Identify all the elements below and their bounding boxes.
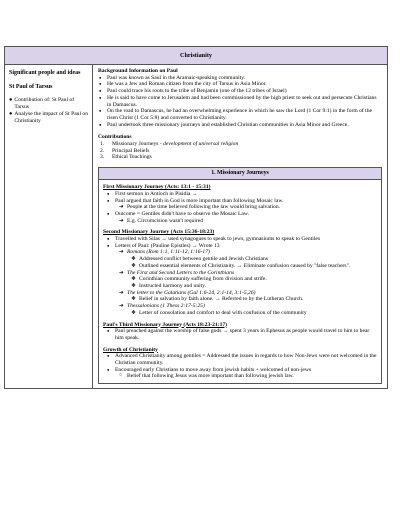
list-item: ❖ Belief in salvation by faith alone. → Referred to by the Lutheran Church.	[131, 296, 304, 303]
list-item: ● Outcome = Gentiles didn't have to observe the Mosaic Law.	[103, 211, 377, 218]
list-item: ● Paul could trace his roots to the tribe of Benjamin (one of the 12 tribes of Israel)	[98, 88, 382, 95]
right-column	[93, 65, 387, 388]
box-title: 1. Missionary Journeys	[99, 168, 381, 180]
list-item: 1. Missionary Journeys - development of universal religion	[100, 141, 239, 148]
list-item: ❖ Letter of consolation and comfort to deal with confusion of the community	[131, 309, 307, 316]
list-item: ❖ Instructed harmony and unity.	[131, 282, 207, 289]
list-item: ● Encouraged early Christians to move away from jewish habits + welcomed of non-jews	[103, 367, 377, 374]
background-heading: Background Information on Paul	[98, 68, 178, 74]
list-item: ➔ E.g. Circumcision wasn't required	[119, 217, 204, 224]
syllabus-point: ● Analyse the impact of St Paul on Christianity	[9, 110, 89, 124]
box-body	[99, 180, 381, 383]
list-item: ● Travelled with Silas → used synagogues to speak to jews, gymnasiums to speak to Gentiles	[103, 236, 377, 243]
growth-heading: Growth of Christianity	[103, 346, 158, 353]
diamond-icon: ❖	[131, 262, 137, 269]
arrow-icon: ➔	[119, 289, 124, 296]
list-item: ❖ Outlined essential elements of Christianity. → Eliminate confusion caused by "false teachers".	[131, 262, 351, 269]
syllabus-heading: Significant people and ideas	[9, 70, 81, 76]
contributions-heading: Contributions	[98, 134, 132, 141]
bullet-icon: ●	[9, 110, 13, 117]
notes-table	[4, 46, 388, 389]
list-item: ○ Belief that following Jesus was more important than following jewish law.	[103, 373, 377, 380]
list-item: ➔ The First and Second Letters to the Corinthians	[119, 269, 235, 276]
list-item: 2. Principal Beliefs	[100, 147, 150, 154]
arrow-icon: ➔	[119, 204, 124, 211]
list-item: ● Paul undertook three missionary journeys and established Christian communities in Asia Minor and Greece.	[98, 122, 382, 129]
table-title: Christianity	[5, 47, 387, 65]
list-item: ● Advanced Christianity among gentiles = Addressed the issues in regards to how Non-Jews were not welcomed in the Christian community.	[103, 353, 377, 366]
list-item: ● Letters of Paul: (Pauline Epistles) → Wrote 13	[103, 243, 377, 250]
list-item: ● Paul argued that faith in God is more important than following Mosaic law.	[103, 198, 377, 205]
diamond-icon: ❖	[131, 282, 137, 289]
arrow-icon: ➔	[119, 249, 124, 256]
subject-heading: St Paul of Tarsus	[9, 83, 53, 90]
list-item: ➔ The letter to the Galatians (Gal 1:6-24, 2:1-14, 3:1-5,26)	[119, 289, 256, 296]
missionary-journeys-box	[98, 167, 382, 384]
list-item: ● Paul was known as Saul in the Aramaic-speaking community.	[98, 75, 382, 82]
list-item: ● He is said to have come to Jerusalem and had been commissioned by the high priest to seek out and persecute Christians in Damascus.	[98, 95, 382, 108]
arrow-icon: ➔	[119, 303, 124, 310]
arrow-icon: ➔	[119, 269, 124, 276]
diamond-icon: ❖	[131, 296, 137, 303]
list-item: ❖ Addressed conflict between gentile and Jewish Christians	[131, 256, 268, 263]
table-body	[5, 65, 387, 388]
bullet-icon: ●	[9, 96, 13, 103]
arrow-icon: ➔	[119, 217, 124, 224]
syllabus-point: ● Contribution of: St Paul of Tarsus	[9, 96, 75, 110]
diamond-icon: ❖	[131, 309, 137, 316]
list-item: ❖ Corinthian community suffering from division and strife.	[131, 276, 267, 283]
second-journey-heading: Second Missionary Journey (Acts 15:36-18:23)	[103, 229, 215, 236]
list-item: ● First sermon in Antioch in Pisidia →	[103, 191, 377, 198]
diamond-icon: ❖	[131, 256, 137, 263]
list-item: ● On the road to Damascus, he had an overwhelming experience in which he saw the Lord (1 Cor 9:1) in the form of the risen Christ (1 Cor 5:8) and converted to Christianity.	[98, 108, 382, 121]
list-item: 3. Ethical Teachings	[100, 154, 152, 161]
list-item: ➔ Romans (Rom 1:1, 1:11-12, 1:16-17)	[119, 249, 210, 256]
third-journey-heading: Paul's Third Missionary Journey (Acts 18:23-21:17)	[103, 321, 228, 328]
first-journey-heading: First Missionary Journey (Acts: 13:1 - 15:31)	[103, 184, 211, 191]
list-item: ➔ People at the time believed following the law would bring salvation.	[119, 204, 281, 211]
list-item: ● Paul preached against the worship of false gods → spent 3 years in Ephesus as people would travel to him to hear him speak.	[103, 328, 377, 341]
background-list	[98, 75, 382, 129]
left-column	[5, 65, 93, 388]
list-item: ● He was a Jew and Roman citizen from the city of Tarsus in Asia Minor.	[98, 81, 382, 88]
diamond-icon: ❖	[131, 276, 137, 283]
list-item: ➔ Thessalonians (1 Thess 2:17-5:25)	[119, 303, 205, 310]
